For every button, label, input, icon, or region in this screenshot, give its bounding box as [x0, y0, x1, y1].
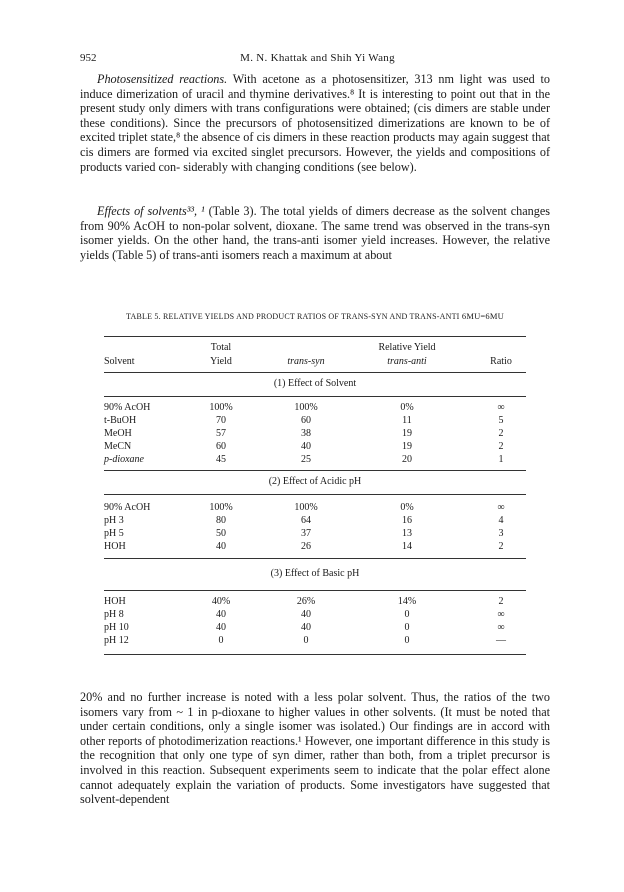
section-rule — [104, 470, 526, 471]
text-line: experiments seem to indicate that the polar effect alone cannot adequately explain the — [80, 762, 550, 792]
cell-solvent: HOH — [104, 596, 126, 607]
cell-ratio: 5 — [498, 415, 504, 426]
cell-syn: 64 — [301, 515, 311, 526]
cell-anti: 20 — [402, 454, 412, 465]
text-line: With acetone as a photosensitizer, 313 nm light was used — [227, 72, 535, 86]
cell-syn: 38 — [301, 428, 311, 439]
cell-ratio: ∞ — [497, 402, 505, 413]
cell-syn: 40 — [301, 441, 311, 452]
header-relative-yield: Relative Yield — [378, 342, 436, 353]
header-trans-anti: trans-anti — [387, 356, 427, 367]
cell-ratio: 2 — [498, 596, 504, 607]
cell-ratio: — — [496, 635, 506, 646]
section-rule — [104, 494, 526, 495]
header-rule — [104, 372, 526, 373]
cell-syn: 100% — [294, 502, 318, 513]
page-number: 952 — [80, 52, 97, 64]
cell-syn: 25 — [301, 454, 311, 465]
cell-total: 57 — [216, 428, 226, 439]
cell-anti: 0% — [400, 502, 414, 513]
cell-syn: 26 — [301, 541, 311, 552]
cell-solvent: MeOH — [104, 428, 132, 439]
section-rule — [104, 558, 526, 559]
cell-anti: 11 — [402, 415, 412, 426]
text-line: noted that under certain conditions, only a single isomer was isolated.) Our findings — [80, 704, 551, 734]
paragraph-photosensitized — [80, 72, 550, 174]
table-caption-tail: 6MU=6MU — [461, 311, 504, 321]
text-line: rather than both, from a triplet precursor is involved in this reaction. Subsequent — [80, 748, 551, 777]
section-title: (1) Effect of Solvent — [273, 378, 357, 389]
cell-anti: 0 — [404, 609, 410, 620]
cell-solvent: pH 5 — [104, 528, 124, 539]
section-rule — [104, 396, 526, 397]
text-line: However, the relative yields (Table 5) of trans-anti isomers reach a maximum at about — [80, 233, 550, 262]
cell-anti: 14% — [397, 596, 417, 607]
running-head: M. N. Khattak and Shih Yi Wang — [240, 52, 395, 64]
cell-anti: 19 — [402, 441, 412, 452]
text-line: are in accord with other reports of photodimerization reactions.¹ However, one — [80, 719, 550, 748]
text-line: in the trans-syn isomer yields. On the other hand, the trans-anti isomer yield increases. — [80, 218, 550, 248]
section-rule — [104, 590, 526, 591]
cell-syn: 0 — [303, 635, 309, 646]
text-line: siderably with changing conditions (see below). — [183, 159, 417, 174]
cell-anti: 19 — [402, 428, 412, 439]
text-line: to induce dimerization of uracil and thymine derivatives.⁸ It is interesting to point — [80, 72, 550, 101]
section-title: (2) Effect of Acidic pH — [268, 476, 362, 487]
cell-ratio: 3 — [498, 528, 504, 539]
cell-total: 60 — [216, 441, 226, 452]
text-line: (Table 3). The total yields of dimers decrease as the solvent — [204, 204, 507, 218]
cell-total: 40 — [216, 541, 226, 552]
table-caption — [80, 311, 550, 321]
cell-syn: 60 — [301, 415, 311, 426]
text-line: changes from 90% AcOH to non-polar solvent, dioxane. The same trend was observed — [80, 204, 551, 233]
table-top-rule — [104, 336, 526, 337]
text-line: (cis dimers are stable under these conditions). Since the precursors of photosensitized — [80, 101, 551, 130]
header-ratio: Ratio — [490, 356, 512, 367]
cell-ratio: 2 — [498, 441, 504, 452]
text-line: important difference in this study is the recognition that only one type of syn dimer, — [80, 733, 551, 763]
cell-anti: 16 — [402, 515, 412, 526]
cell-anti: 14 — [402, 541, 412, 552]
cell-total: 70 — [216, 415, 226, 426]
cell-total: 40 — [216, 622, 226, 633]
cell-anti: 0 — [404, 635, 410, 646]
header-trans-syn: trans-syn — [287, 356, 325, 367]
cell-syn: 37 — [301, 528, 311, 539]
cell-anti: 13 — [402, 528, 412, 539]
table-caption-label: TABLE 5. RELATIVE YIELDS AND PRODUCT RATIOS OF TRANS-SYN AND TRANS-ANTI — [126, 312, 460, 321]
cell-solvent: pH 3 — [104, 515, 124, 526]
text-line: variation of products. Some investigators have suggested that solvent-dependent — [80, 777, 550, 807]
table-bottom-rule — [104, 654, 526, 655]
cell-total: 50 — [216, 528, 226, 539]
cell-solvent: pH 10 — [104, 622, 129, 633]
text-line: two isomers vary from ~ 1 in p-dioxane to higher values in other solvents. (It must be — [80, 690, 550, 719]
text-line: singlet precursors. However, the yields and compositions of products varied con- — [80, 144, 551, 174]
cell-total: 0 — [218, 635, 224, 646]
cell-anti: 0% — [400, 402, 414, 413]
cell-total: 100% — [209, 502, 233, 513]
cell-solvent: pH 8 — [104, 609, 124, 620]
cell-ratio: ∞ — [497, 502, 505, 513]
page-header — [80, 52, 555, 68]
cell-ratio: 2 — [498, 541, 504, 552]
cell-anti: 0 — [404, 622, 410, 633]
header-solvent: Solvent — [104, 356, 135, 367]
cell-solvent: MeCN — [104, 441, 132, 452]
paragraph-discussion — [80, 690, 550, 807]
text-line: 20% and no further increase is noted with a less polar solvent. Thus, the ratios of the — [80, 690, 527, 704]
paragraph-lead: Photosensitized reactions. — [97, 72, 228, 86]
cell-syn: 40 — [301, 622, 311, 633]
text-line: these reaction products may again suggest that cis dimers are formed via excited — [80, 130, 550, 159]
cell-ratio: 4 — [498, 515, 504, 526]
cell-total: 40 — [216, 609, 226, 620]
cell-syn: 40 — [301, 609, 311, 620]
cell-ratio: 2 — [498, 428, 504, 439]
cell-solvent: 90% AcOH — [104, 402, 151, 413]
header-total-line1: Total — [210, 342, 232, 353]
cell-solvent: 90% AcOH — [104, 502, 151, 513]
cell-total: 100% — [209, 402, 233, 413]
cell-solvent: p-dioxane — [104, 454, 144, 465]
paragraph-lead: Effects of solvents³³, ¹ — [97, 204, 205, 218]
section-title: (3) Effect of Basic pH — [270, 568, 360, 579]
cell-total: 45 — [216, 454, 226, 465]
cell-syn: 100% — [294, 402, 318, 413]
paragraph-solvent-effects — [80, 204, 550, 262]
text-line: out that in the present study only dimers with trans configurations were obtained; — [80, 86, 551, 116]
cell-total: 80 — [216, 515, 226, 526]
header-total-line2: Yield — [210, 356, 232, 367]
cell-solvent: HOH — [104, 541, 126, 552]
cell-ratio: ∞ — [497, 609, 505, 620]
cell-solvent: t-BuOH — [104, 415, 137, 426]
cell-total: 40% — [211, 596, 231, 607]
text-line: dimerizations are known to be of excited triplet state,⁸ the absence of cis dimers in — [80, 115, 550, 145]
cell-solvent: pH 12 — [104, 635, 129, 646]
cell-ratio: 1 — [498, 454, 504, 465]
cell-ratio: ∞ — [497, 622, 505, 633]
cell-syn: 26% — [296, 596, 316, 607]
